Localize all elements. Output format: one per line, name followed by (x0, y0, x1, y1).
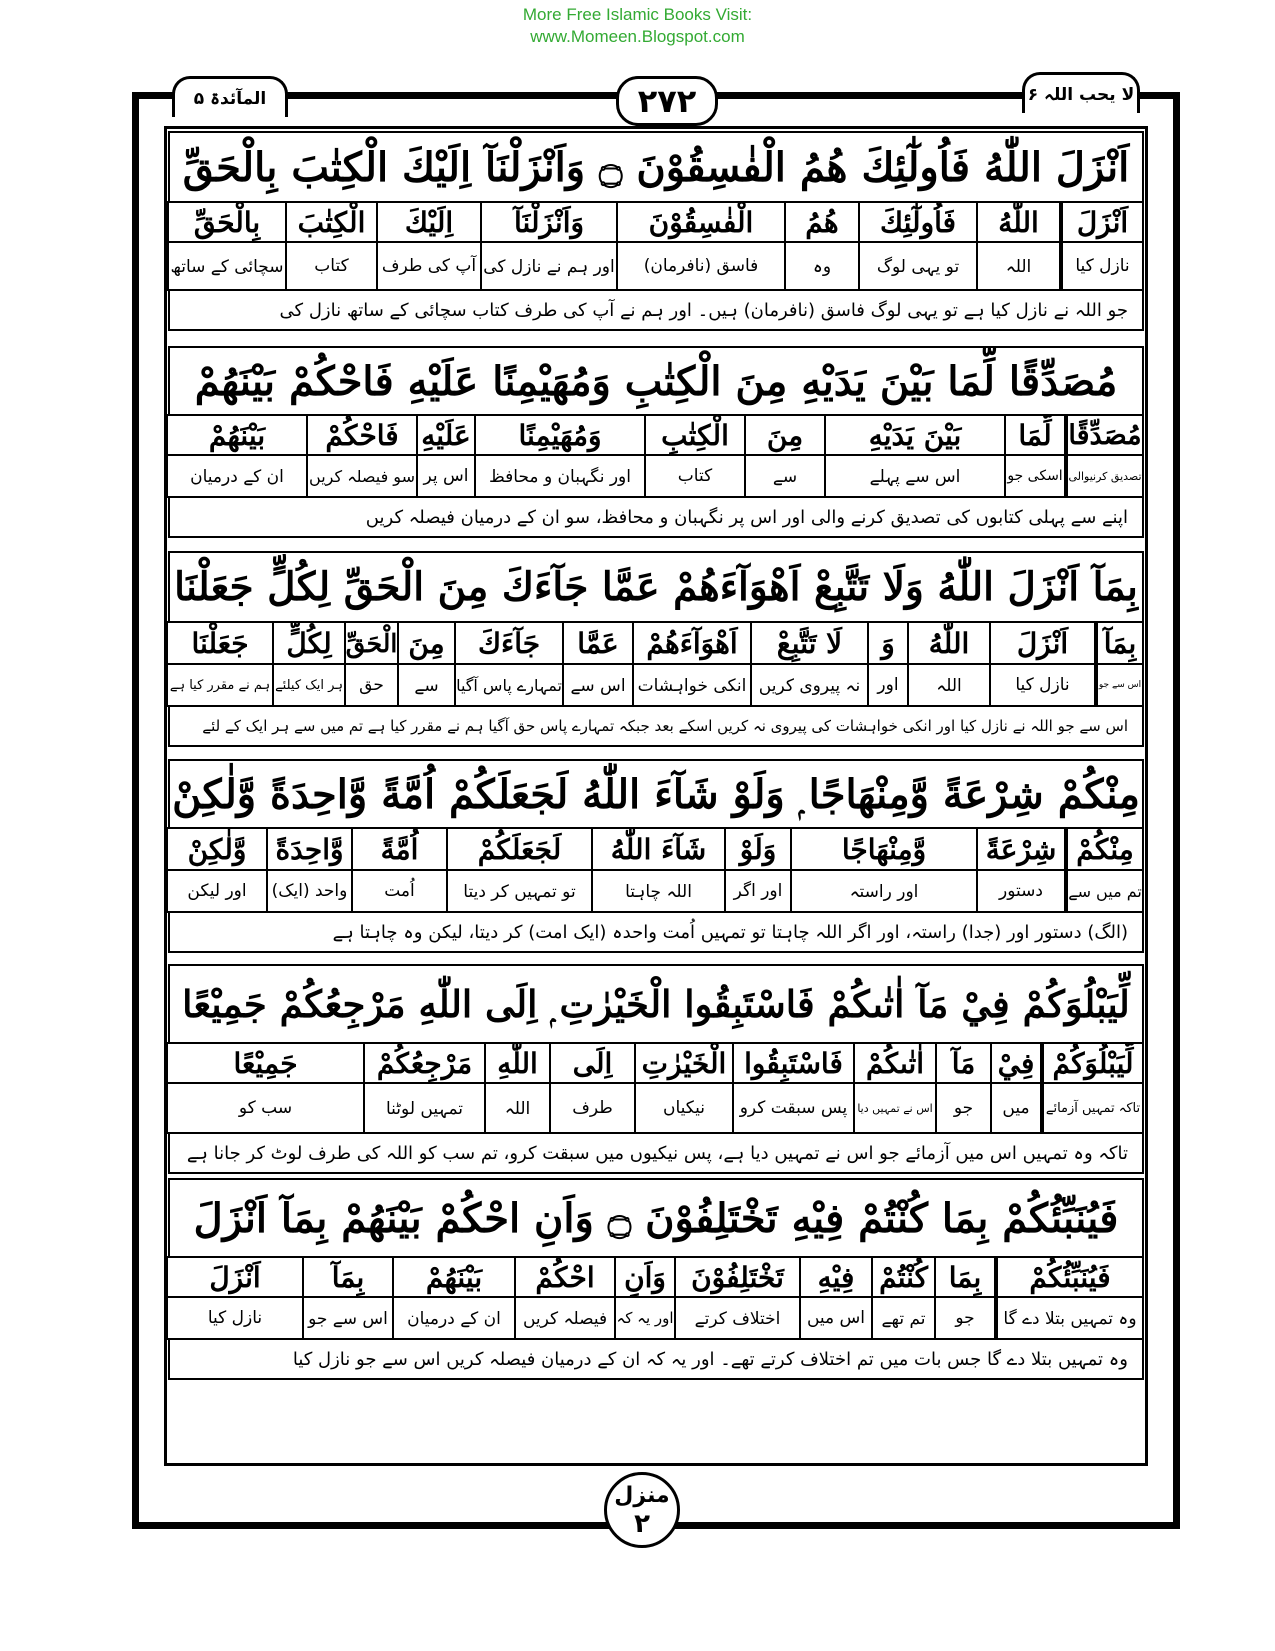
word-cell: اُمَّةً (351, 827, 448, 871)
word-cell: فِيْ (990, 1042, 1042, 1084)
ayah-text: مِنْكُمْ شِرْعَةً وَّمِنْهَاجًا ۭ وَلَوْ شَآءَ اللّٰهُ لَجَعَلَكُمْ اُمَّةً وَّاحِدَةً وَّلٰكِنْ (168, 759, 1144, 829)
verse-section (168, 346, 1144, 538)
meaning-cell: تصدیق کرنیوالی (1066, 454, 1144, 498)
meaning-cell: حق (344, 663, 399, 707)
meaning-cell: فیصلہ کریں (514, 1296, 616, 1340)
word-cell: الْخَيْرٰتِ (634, 1042, 734, 1084)
meaning-row (168, 869, 1144, 913)
word-cell: مِنَ (397, 621, 456, 665)
meaning-row (168, 1296, 1144, 1340)
word-cell: فَاسْتَبِقُوا (732, 1042, 855, 1084)
meaning-cell: اور (867, 663, 909, 707)
manzil-number: ۲ (634, 1509, 650, 1539)
word-cell: هُمُ (784, 201, 860, 243)
word-cell: وَّاحِدَةً (266, 827, 353, 871)
verse-section (168, 131, 1144, 331)
meaning-cell: تمہارے پاس آگیا (454, 663, 564, 707)
word-cell: اٰتٰىكُمْ (853, 1042, 937, 1084)
word-cell: احْكُمْ (514, 1256, 616, 1298)
word-cell: لِّيَبْلُوَكُمْ (1042, 1042, 1144, 1084)
word-cell: شِرْعَةً (976, 827, 1066, 871)
meaning-cell: جو (935, 1082, 992, 1134)
meaning-cell: اس سے (562, 663, 634, 707)
word-cell: لَا تَتَّبِعْ (750, 621, 869, 665)
promo-link[interactable] (0, 26, 1275, 48)
word-cell: تَخْتَلِفُوْنَ (674, 1256, 801, 1298)
meaning-cell: کتاب (285, 241, 378, 291)
meaning-cell: اور راستہ (790, 869, 978, 913)
word-cell: وَمُهَيْمِنًا (474, 414, 646, 456)
meaning-cell: طرف (549, 1082, 636, 1134)
meaning-cell: نازل کیا (1061, 241, 1144, 291)
promo-banner (0, 4, 1275, 48)
promo-link-text[interactable]: www.Momeen.Blogspot.com (530, 27, 745, 46)
meaning-cell: ہم نے مقرر کیا ہے (166, 663, 274, 707)
meaning-cell: دستور (976, 869, 1066, 913)
meaning-cell: ہر ایک کیلئے (272, 663, 346, 707)
translation-line: تاکہ وہ تمہیں اس میں آزمائے جو اس نے تمہیں دیا ہے، پس نیکیوں میں سبقت کرو، تم سب کو اللہ کی طرف لوٹ کر جانا ہے (168, 1132, 1144, 1174)
para-name-tab: لا یحب اللہ ۶ (1022, 72, 1140, 113)
meaning-cell: کتاب (644, 454, 746, 498)
translation-line: وہ تمہیں بتلا دے گا جس بات میں تم اختلاف کرتے تھے۔ اور یہ کہ ان کے درمیان فیصلہ کریں اس سے جو نازل کیا (168, 1338, 1144, 1380)
meaning-cell: سب کو (166, 1082, 365, 1134)
meaning-cell: وہ تمہیں بتلا دے گا (996, 1296, 1144, 1340)
word-cell: فَاُولٰٓئِكَ (858, 201, 978, 243)
word-cell: بِمَا (934, 1256, 996, 1298)
word-cell: فِيْهِ (799, 1256, 873, 1298)
meaning-cell: فاسق (نافرمان) (616, 241, 786, 291)
translation-line: اپنے سے پہلی کتابوں کی تصدیق کرنے والی اور اس پر نگہبان و محافظ، سو ان کے درمیان فیصلہ کریں (168, 496, 1144, 538)
surah-name-tab: المآئدۃ ۵ (172, 76, 288, 117)
meaning-cell: نازل کیا (166, 1296, 304, 1340)
translation-line: (الگ) دستور اور (جدا) راستہ، اور اگر اللہ چاہتا تو تمہیں اُمت واحدہ (ایک امت) کر دیتا، لیکن وہ چاہتا ہے (168, 911, 1144, 953)
word-row (168, 621, 1144, 665)
translation-line: اس سے جو اللہ نے نازل کیا اور انکی خواہشات کی پیروی نہ کریں اسکے بعد جبکہ تمہارے پاس حق آگیا ہم نے مقرر کیا ہے تم میں سے ہر ایک کے لئے (168, 705, 1144, 747)
meaning-cell: سچائی کے ساتھ (167, 241, 287, 291)
meaning-cell: سے (744, 454, 826, 498)
word-cell: بَيْنَ يَدَيْهِ (824, 414, 1006, 456)
meaning-row (168, 241, 1144, 291)
verse-section (168, 964, 1144, 1174)
word-cell: كُنْتُمْ (871, 1256, 936, 1298)
word-cell: عَلَيْهِ (416, 414, 476, 456)
word-cell: الْكِتٰبَ (285, 201, 378, 243)
meaning-cell: اس سے جو (302, 1296, 394, 1340)
word-cell: اَهْوَآءَهُمْ (632, 621, 752, 665)
meaning-cell: آپ کی طرف (376, 241, 482, 291)
meaning-cell: نازل کیا (989, 663, 1096, 707)
meaning-cell: اللہ (907, 663, 991, 707)
meaning-row (168, 663, 1144, 707)
word-cell: مِنْكُمْ (1066, 827, 1144, 871)
meaning-cell: تمہیں لوٹنا (363, 1082, 486, 1134)
ayah-text: بِمَآ اَنْزَلَ اللّٰهُ وَلَا تَتَّبِعْ اَهْوَآءَهُمْ عَمَّا جَآءَكَ مِنَ الْحَقِّ لِكُلٍّ جَعَلْنَا (168, 551, 1144, 623)
meaning-cell: اس سے پہلے (824, 454, 1006, 498)
meaning-cell: واحد (ایک) (266, 869, 353, 913)
meaning-row (168, 1082, 1144, 1134)
word-cell: الْحَقِّ (344, 621, 399, 665)
word-cell: مَرْجِعُكُمْ (363, 1042, 486, 1084)
word-row (168, 827, 1144, 871)
page-number: ۲۷۲ (616, 76, 718, 126)
word-cell: مِنَ (744, 414, 826, 456)
word-cell: فَيُنَبِّئُكُمْ (996, 1256, 1144, 1298)
meaning-cell: تم تھے (871, 1296, 936, 1340)
word-cell: مَآ (935, 1042, 992, 1084)
meaning-cell: تو یہی لوگ (858, 241, 978, 291)
meaning-cell: اور ہم نے نازل کی (480, 241, 618, 291)
promo-line-1: More Free Islamic Books Visit: (522, 5, 753, 24)
word-cell: اللّٰهِ (484, 1042, 551, 1084)
word-cell: اِلَى (549, 1042, 636, 1084)
meaning-cell: سے (397, 663, 456, 707)
meaning-cell: ان کے درمیان (392, 1296, 516, 1340)
ayah-text: اَنْزَلَ اللّٰهُ فَاُولٰٓئِكَ هُمُ الْفٰسِقُوْنَ ۝ وَاَنْزَلْنَآ اِلَيْكَ الْكِتٰبَ بِالْحَقِّ (168, 131, 1144, 203)
word-cell: لِّمَا (1004, 414, 1066, 456)
word-cell: وَ (867, 621, 909, 665)
word-cell: اَنْزَلَ (1061, 201, 1144, 243)
meaning-cell: پس سبقت کرو (732, 1082, 855, 1134)
meaning-cell: اس نے تمہیں دیا (853, 1082, 937, 1134)
verse-section (168, 1178, 1144, 1380)
meaning-cell: نہ پیروی کریں (750, 663, 869, 707)
meaning-cell: اس سے جو (1096, 663, 1144, 707)
word-cell: اَنْزَلَ (166, 1256, 304, 1298)
ayah-text: لِّيَبْلُوَكُمْ فِيْ مَآ اٰتٰىكُمْ فَاسْتَبِقُوا الْخَيْرٰتِ ۭ اِلَى اللّٰهِ مَرْجِعُكُمْ جَمِيْعًا (168, 964, 1144, 1044)
word-cell: اللّٰهُ (907, 621, 991, 665)
manzil-label: منزل (614, 1483, 670, 1508)
meaning-cell: ان کے درمیان (166, 454, 308, 498)
word-cell: الْكِتٰبِ (644, 414, 746, 456)
word-cell: وَاَنِ (614, 1256, 676, 1298)
meaning-cell: اختلاف کرتے (674, 1296, 801, 1340)
word-cell: وَلَوْ (724, 827, 792, 871)
meaning-cell: انکی خواہشات (632, 663, 752, 707)
word-row (168, 201, 1144, 243)
meaning-cell: اسکی جو (1004, 454, 1066, 498)
meaning-cell: تاکہ تمہیں آزمائے (1042, 1082, 1144, 1134)
word-cell: وَّمِنْهَاجًا (790, 827, 978, 871)
meaning-cell: اس پر (416, 454, 476, 498)
meaning-cell: اللہ چاہتا (591, 869, 726, 913)
meaning-cell: جو (934, 1296, 996, 1340)
verse-section (168, 759, 1144, 953)
word-cell: بَيْنَهُمْ (392, 1256, 516, 1298)
word-cell: بَيْنَهُمْ (166, 414, 308, 456)
meaning-cell: اُمت (351, 869, 448, 913)
meaning-cell: تم میں سے (1066, 869, 1144, 913)
word-cell: وَّلٰكِنْ (166, 827, 268, 871)
word-cell: مُصَدِّقًا (1066, 414, 1144, 456)
word-cell: لَجَعَلَكُمْ (446, 827, 593, 871)
word-cell: جَمِيْعًا (166, 1042, 365, 1084)
word-row (168, 1042, 1144, 1084)
meaning-cell: میں (990, 1082, 1042, 1134)
word-cell: بِمَآ (1096, 621, 1144, 665)
word-cell: شَآءَ اللّٰهُ (591, 827, 726, 871)
meaning-cell: اللہ (484, 1082, 551, 1134)
word-cell: فَاحْكُمْ (306, 414, 418, 456)
word-cell: بِالْحَقِّ (167, 201, 287, 243)
word-cell: اِلَيْكَ (376, 201, 482, 243)
meaning-row (168, 454, 1144, 498)
meaning-cell: اور لیکن (166, 869, 268, 913)
verse-section (168, 551, 1144, 747)
word-row (168, 1256, 1144, 1298)
word-cell: اَنْزَلَ (989, 621, 1096, 665)
meaning-cell: تو تمہیں کر دیتا (446, 869, 593, 913)
meaning-cell: سو فیصلہ کریں (306, 454, 418, 498)
meaning-cell: اور یہ کہ (614, 1296, 676, 1340)
word-cell: لِكُلٍّ (272, 621, 346, 665)
word-row (168, 414, 1144, 456)
word-cell: بِمَآ (302, 1256, 394, 1298)
word-cell: وَاَنْزَلْنَآ (480, 201, 618, 243)
manzil-badge (604, 1472, 680, 1548)
meaning-cell: اور اگر (724, 869, 792, 913)
meaning-cell: اور نگہبان و محافظ (474, 454, 646, 498)
word-cell: جَآءَكَ (454, 621, 564, 665)
ayah-text: فَيُنَبِّئُكُمْ بِمَا كُنْتُمْ فِيْهِ تَخْتَلِفُوْنَ ۝ وَاَنِ احْكُمْ بَيْنَهُمْ بِمَآ اَنْزَلَ (168, 1178, 1144, 1258)
meaning-cell: اللہ (976, 241, 1061, 291)
page-content (168, 131, 1144, 1461)
translation-line: جو اللہ نے نازل کیا ہے تو یہی لوگ فاسق (نافرمان) ہیں۔ اور ہم نے آپ کی طرف کتاب سچائی کے ساتھ نازل کی (168, 289, 1144, 331)
word-cell: الْفٰسِقُوْنَ (616, 201, 786, 243)
word-cell: عَمَّا (562, 621, 634, 665)
ayah-text: مُصَدِّقًا لِّمَا بَيْنَ يَدَيْهِ مِنَ الْكِتٰبِ وَمُهَيْمِنًا عَلَيْهِ فَاحْكُمْ بَيْنَهُمْ (168, 346, 1144, 416)
word-cell: جَعَلْنَا (166, 621, 274, 665)
meaning-cell: نیکیاں (634, 1082, 734, 1134)
meaning-cell: اس میں (799, 1296, 873, 1340)
word-cell: اللّٰهُ (976, 201, 1061, 243)
meaning-cell: وہ (784, 241, 860, 291)
